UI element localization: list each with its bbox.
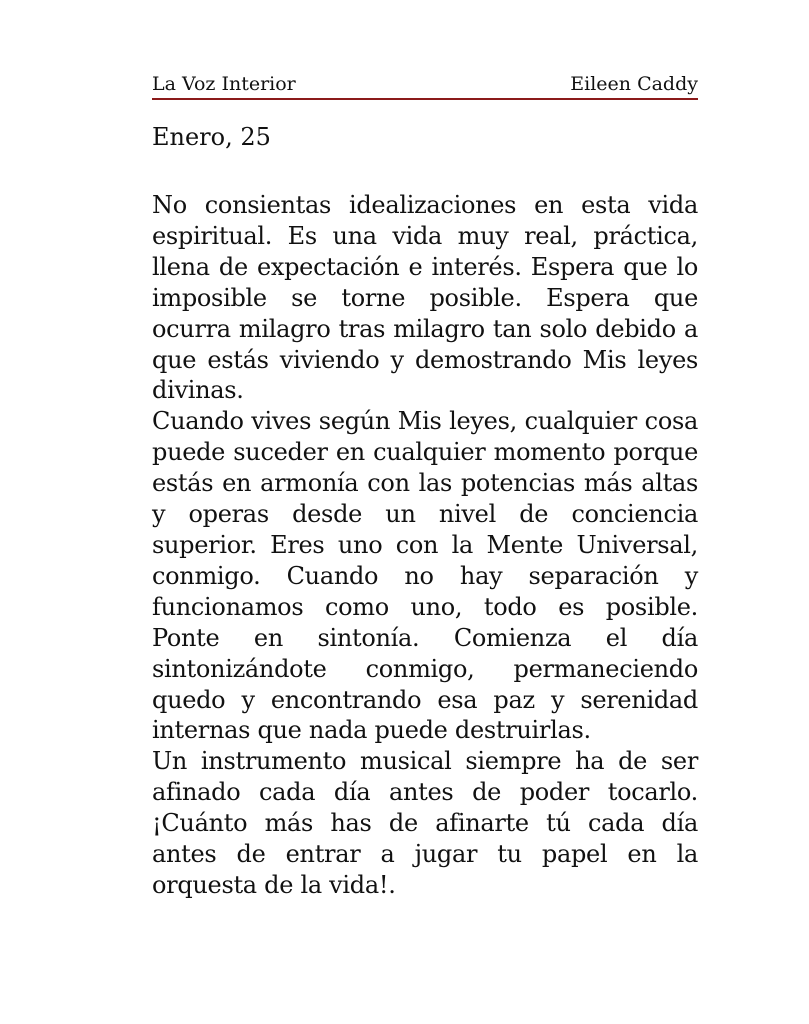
book-title: La Voz Interior — [152, 73, 296, 95]
paragraph: No consientas idealizaciones en esta vida espiritual. Es una vida muy real, práctica, llena de expectación e interés. Espera que lo imposible se torne posible. Espera que ocurra milagro tras milagro tan solo debido a que estás viviendo y demostrando Mis leyes divinas. — [152, 191, 698, 405]
entry-body — [152, 190, 698, 901]
running-header — [152, 72, 698, 100]
paragraph: Un instrumento musical siempre ha de ser afinado cada día antes de poder tocarlo. ¡Cuánto más has de afinarte tú cada día antes de entrar a jugar tu papel en la orquesta de la vida!. — [152, 747, 698, 899]
author-name: Eileen Caddy — [570, 73, 698, 95]
paragraph: Cuando vives según Mis leyes, cualquier cosa puede suceder en cualquier momento porque estás en armonía con las potencias más altas y operas desde un nivel de conciencia superior. Eres uno con la Mente Universal, conmigo. Cuando no hay separación y funcionamos como uno, todo es posible. Ponte en sintonía. Comienza el día sintonizándote conmigo, permaneciendo quedo y encontrando esa paz y serenidad internas que nada puede destruirlas. — [152, 407, 698, 745]
entry-date: Enero, 25 — [152, 123, 271, 151]
document-page — [152, 72, 698, 901]
